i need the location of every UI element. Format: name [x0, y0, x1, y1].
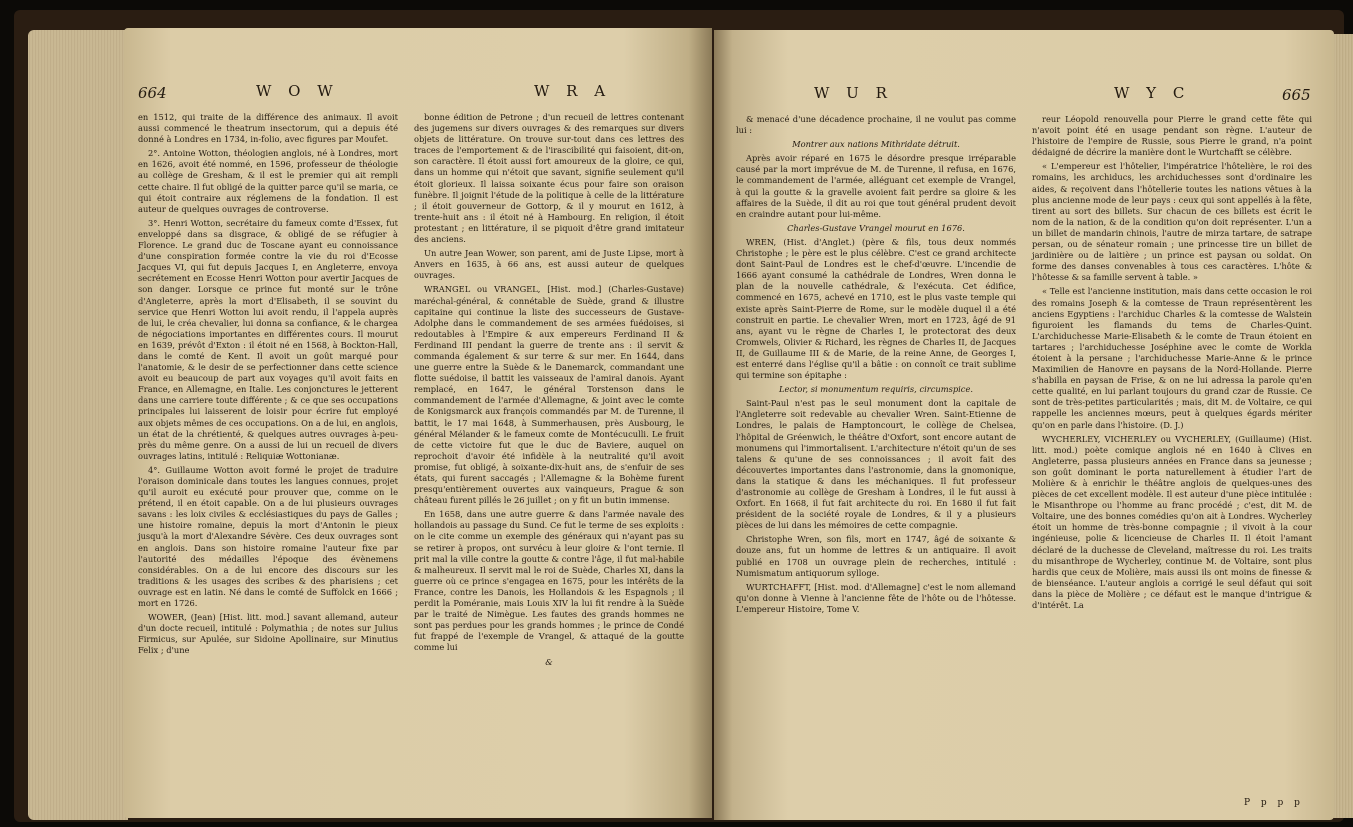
paragraph: Saint-Paul n'est pas le seul monument dont la capitale de l'Angleterre soit redevable au chevalier Wren. Saint-Etienne de Londres, le palais de Hamptoncourt, le collège de Chelsea, l'hôpital de Gréenwich, le théâtre d'Oxfort, sont encore autant de monumens qui l'immortalisent. L'architecture n'étoit qu'un de ses talens & qu'une de ses connoissances ; il avoit fait des découvertes importantes dans l'astronomie, dans la gnomonique, dans la statique & dans les méchaniques. Il fut professeur d'astronomie au collège de Gresham à Londres, il le fut aussi à Oxfort. En 1668, il fut fait architecte du roi. En 1680 il fut fait président de la société royale de Londres, & il y a plusieurs pièces de lui dans les mémoires de cette compagnie. — [736, 398, 1016, 531]
paragraph: WYCHERLEY, VICHERLEY ou VYCHERLEY, (Guillaume) (Hist. litt. mod.) poète comique anglois né en 1640 à Clives en Angleterre, passa plusieurs années en France dans sa jeunesse ; son goût dominant le porta naturellement à étudier l'art de Molière & à enrichir le théâtre anglois de quelques-unes des pièces de cet excellent modèle. Il est auteur d'une pièce intitulée : le Misanthrope ou l'homme au franc procédé ; c'est, dit M. de Voltaire, une des bonnes comédies qu'on ait à Londres. Wycherley étoit un homme de très-bonne compagnie ; il vivoit à la cour ingénieuse, polie & licencieuse de Charles II. Il étoit l'amant déclaré de la duchesse de Cleveland, maîtresse du roi. Les traits du misanthrope de Wycherley, continue M. de Voltaire, sont plus hardis que ceux de Molière, mais aussi ils ont moins de finesse & de bienséance. L'auteur anglois a corrigé le seul défaut qui soit dans la pièce de Molière ; ce défaut est le manque d'intrigue & d'intérêt. La — [1032, 433, 1312, 611]
paragraph: Après avoir réparé en 1675 le désordre presque irréparable causé par la mort imprévue de M. de Turenne, il refusa, en 1676, le commandement de l'armée, alléguant cet exemple de Vrangel, à qui la goutte & la gravelle avoient fait perdre sa gloire & les affaires de la Suède, il dit au roi que tout général prudent devoit en craindre autant pour lui-même. — [736, 153, 1016, 219]
right-running-head-2: W Y C — [1114, 84, 1191, 102]
paragraph: en 1512, qui traite de la différence des animaux. Il avoit aussi commencé le theatrum insectorum, qui a depuis été donné à Londres en 1734, in-folio, avec figures par Moufet. — [138, 112, 398, 145]
left-running-head-2: W R A — [534, 82, 612, 100]
right-page — [714, 30, 1334, 820]
left-running-head-1: W O W — [256, 82, 339, 100]
left-column-1 — [138, 112, 398, 660]
paragraph: WRANGEL ou VRANGEL, [Hist. mod.] (Charles-Gustave) maréchal-général, & connétable de Suède, grand & illustre capitaine qui continue la liste des successeurs de Gustave-Adolphe dans le commandement de ses armées fuédoises, si redoutables à l'Empire & aux empereurs Ferdinand II & Ferdinand III pendant la guerre de trente ans : il servit & commanda également & sur terre & sur mer. En 1644, dans une guerre entre la Suède & le Danemarck, commandant une flotte suédoise, il battit les vaisseaux de l'amiral danois. Ayant remplacé, en 1647, le général Torstenson dans le commandement de l'armée d'Allemagne, & joint avec le comte de Konigsmarck aux françois commandés par M. de Turenne, il battit, le 17 mai 1648, à Summerhausen, près Ausbourg, le général Mélander & le fameux comte de Montécuculli. Le fruit de cette victoire fut que le duc de Baviere, auquel on reprochoit d'avoir été infidèle à la neutralité qu'il avoit promise, fut obligé, à soixante-dix-huit ans, de s'enfuir de ses états, qui furent saccagés ; l'Allemagne & la Bohème furent presqu'entièrement ouvertes aux vainqueurs, Prague & son château furent pillés le 26 juillet ; on y fit un butin immense. — [414, 284, 684, 506]
paragraph: 4°. Guillaume Wotton avoit formé le projet de traduire l'oraison dominicale dans toutes les langues connues, projet qu'il auroit eu exécuté pour prouver que, comme on le prétend, il en étoit capable. On a de lui plusieurs ouvrages savans : les loix civiles & ecclésiastiques du pays de Galles ; une histoire romaine, depuis la mort d'Antonin le pieux jusqu'à la mort d'Alexandre Sévère. Ces deux ouvrages sont en anglois. Dans son histoire romaine l'auteur fixe par l'autorité des médailles l'époque des évènemens considérables. On a de lui encore des discours sur les traditions & les usages des scribes & des pharisiens ; cet ouvrage est en latin. Né dans le comté de Suffolck en 1666 ; mort en 1726. — [138, 464, 398, 609]
paragraph: & menacé d'une décadence prochaine, il ne voulut pas comme lui : — [736, 114, 1016, 136]
paragraph: « Telle est l'ancienne institution, mais dans cette occasion le roi des romains Joseph & la comtesse de Traun représentèrent les anciens Egyptiens : l'archiduc Charles & la comtesse de Walstein figuroient les flamands du tems de Charles-Quint. L'archiduchesse Marie-Elisabeth & le comte de Traun étoient en tartares ; l'archiduchesse Joséphine avec le comte de Workla étoient à la persane ; l'archiduchesse Marie-Anne & le prince Maximilien de Hanovre en paysans de la Nord-Hollande. Pierre s'habilla en paysan de Frise, & on ne lui adressa la parole qu'en cette qualité, en lui parlant toujours du grand czar de Russie. Ce sont de très-petites particularités ; mais, dit M. de Voltaire, ce qui rappelle les anciennes mœurs, peut à quelques égards mériter qu'on en parle dans l'histoire. (D. J.) — [1032, 286, 1312, 430]
right-column-2 — [1032, 114, 1312, 614]
paragraph: Un autre Jean Wower, son parent, ami de Juste Lipse, mort à Anvers en 1635, à 66 ans, est aussi auteur de quelques ouvrages. — [414, 248, 684, 281]
paragraph: bonne édition de Petrone ; d'un recueil de lettres contenant des jugemens sur divers ouvrages & des remarques sur divers objets de littérature. On trouve sur-tout dans ces lettres des traces de l'emportement & de l'irascibilité qui faisoient, dit-on, son caractère. Il étoit aussi fort amoureux de la gloire, ce qui, dans un homme qui n'étoit que savant, signifie seulement qu'il étoit glorieux. Il laissa soixante écus pour faire son oraison funèbre. Il joignit l'étude de la politique à celle de la littérature ; il étoit gouverneur de Gottorp, & il y mourut en 1612, à trente-huit ans : il étoit né à Hambourg. En religion, il étoit protestant ; en littérature, il se piquoit d'être grand imitateur des anciens. — [414, 112, 684, 245]
paragraph: WREN, (Hist. d'Anglet.) (père & fils, tous deux nommés Christophe ; le père est le plus célèbre. C'est ce grand architecte dont Saint-Paul de Londres est le chef-d'œuvre. L'incendie de 1666 ayant consumé la cathédrale de Londres, Wren donna le plan de la nouvelle cathédrale, & l'exécuta. Cet édifice, commencé en 1675, achevé en 1710, est le plus vaste temple qui existe après Saint-Pierre de Rome, sur le modèle duquel il a été construit en partie. Le chevalier Wren, mort en 1723, âgé de 91 ans, ayant vu le règne de Charles I, le protectorat des deux Cromwels, Olivier & Richard, les règnes de Charles II, de Jacques II, de Guillaume III & de Marie, de la reine Anne, de Georges I, est enterré dans l'église qu'il a bâtie : on connoît ce trait sublime qui termine son épitaphe : — [736, 236, 1016, 381]
left-page-number: 664 — [138, 84, 167, 102]
paragraph: En 1658, dans une autre guerre & dans l'armée navale des hollandois au passage du Sund. Ce fut le terme de ses exploits : on le cite comme un exemple des généraux qui n'ayant pas su se retirer à propos, ont survécu à leur gloire & l'ont ternie. Il prit mal la ville contre la goutte & contre l'âge, il fut mal-habile & malheureux. Il servit mal le roi de Suède, Charles XI, dans la guerre où ce prince s'engagea en 1675, pour les intérêts de la France, contre les Danois, les Hollandois & les Espagnols ; il perdit la Poméranie, mais Louis XIV la lui fit rendre à la Suède par le traité de Nimègue. Les fautes des grands hommes ne sont pas perdues pour les grands hommes ; le prince de Condé fut frappé de l'exemple de Vrangel, & attaqué de la goutte comme lui — [414, 509, 684, 653]
right-column-1 — [736, 114, 1016, 618]
paragraph: Lector, si monumentum requiris, circumspice. — [778, 384, 973, 395]
paragraph: 3°. Henri Wotton, secrétaire du fameux comte d'Essex, fut enveloppé dans sa disgrace, & obligé de se réfugier à Florence. Le grand duc de Toscane ayant eu connoissance d'une conspiration formée contre la vie du roi d'Ecosse Jacques VI, qui fut depuis Jacques I, en Angleterre, envoya secrétement en Ecosse Henri Wotton pour avertir Jacques de son danger. Lorsque ce prince fut monté sur le trône d'Angleterre, après la mort d'Elisabeth, il se souvint du service que Henri Wotton lui avoit rendu, il l'appela auprès de lui, le créa chevalier, lui donna sa confiance, & le chargea de négociations importantes en différentes cours. Il mourut en 1639, prévôt d'Exton : il étoit né en 1568, à Bockton-Hall, dans le comté de Kent. Il avoit un goût marqué pour l'anatomie, & le desir de se perfectionner dans cette science avoit eu beaucoup de part aux voyages qu'il avoit faits en France, en Allemagne, en Italie. Les conjonctures le jetterent dans une carriere toute différente ; & ce que ses occupations principales lui laisserent de loisir pour écrire fut employé aux objets mêmes de ces occupations. On a de lui, en anglois, un état de la chrétienté, & quelques autres ouvrages à-peu-près du même genre. On a aussi de lui un recueil de divers ouvrages latins, intitulé : Reliquiæ Wottonianæ. — [138, 217, 398, 461]
paragraph: Montrer aux nations Mithridate détruit. — [792, 139, 960, 150]
paragraph: « L'empereur est l'hôtelier, l'impératrice l'hôtelière, le roi des romains, les archiducs, les archiduchesses sont d'ordinaire les aides, & reçoivent dans l'hôtellerie toutes les nations vêtues à la plus ancienne mode de leur pays : ceux qui sont appellés à la fête, tirent au sort des billets. Sur chacun de ces billets est écrit le nom de la nation, & de la condition qu'on doit représenter. L'un a un billet de mandarin chinois, l'autre de mirza tartare, de satrape persan, ou de sénateur romain ; une princesse tire un billet de jardinière ou de laitière ; un prince est paysan ou soldat. On forme des danses convenables à tous ces caractères. L'hôte & l'hôtesse & sa famille servent à table. » — [1032, 161, 1312, 283]
paragraph: WURTCHAFFT, [Hist. mod. d'Allemagne] c'est le nom allemand qu'on donne à Vienne à l'ancienne fête de l'hôte ou de l'hôtesse. L'empereur Histoire, Tome V. — [736, 581, 1016, 614]
paragraph: WOWER, (Jean) [Hist. litt. mod.] savant allemand, auteur d'un docte recueil, intitulé : Polymathia ; de notes sur Julius Firmicus, sur Apulée, sur Sidoine Apollinaire, sur Minutius Felix ; d'une — [138, 612, 398, 656]
right-page-number: 665 — [1282, 86, 1311, 104]
paragraph: reur Léopold renouvella pour Pierre le grand cette fête qui n'avoit point été en usage pendant son règne. L'auteur de l'histoire de l'empire de Russie, sous Pierre le grand, n'a point dédaigné de décrire la manière dont le Wurtchafft se célèbre. — [1032, 114, 1312, 158]
right-page-edges — [1332, 34, 1353, 818]
left-column-2 — [414, 112, 684, 671]
paragraph: Charles-Gustave Vrangel mourut en 1676. — [787, 222, 965, 233]
left-page-edges — [28, 30, 128, 820]
paragraph: 2°. Antoine Wotton, théologien anglois, né à Londres, mort en 1626, avoit été nommé, en 1596, professeur de théologie au collège de Gresham, & il est le premier qui ait rempli cette chaire. Il fut obligé de la quitter parce qu'il se maria, ce qui étoit contraire aux réglemens de la fondation. Il est auteur de quelques ouvrages de controverse. — [138, 148, 398, 214]
paragraph: Christophe Wren, son fils, mort en 1747, âgé de soixante & douze ans, fut un homme de lettres & un antiquaire. Il avoit publié en 1708 un ouvrage plein de recherches, intitulé : Numismatum antiquorum sylloge. — [736, 534, 1016, 578]
paragraph: & — [545, 656, 553, 667]
left-page — [124, 28, 712, 818]
right-running-head-1: W U R — [814, 84, 893, 102]
page-signature: P p p p — [1244, 798, 1304, 808]
book-spread — [14, 10, 1344, 822]
